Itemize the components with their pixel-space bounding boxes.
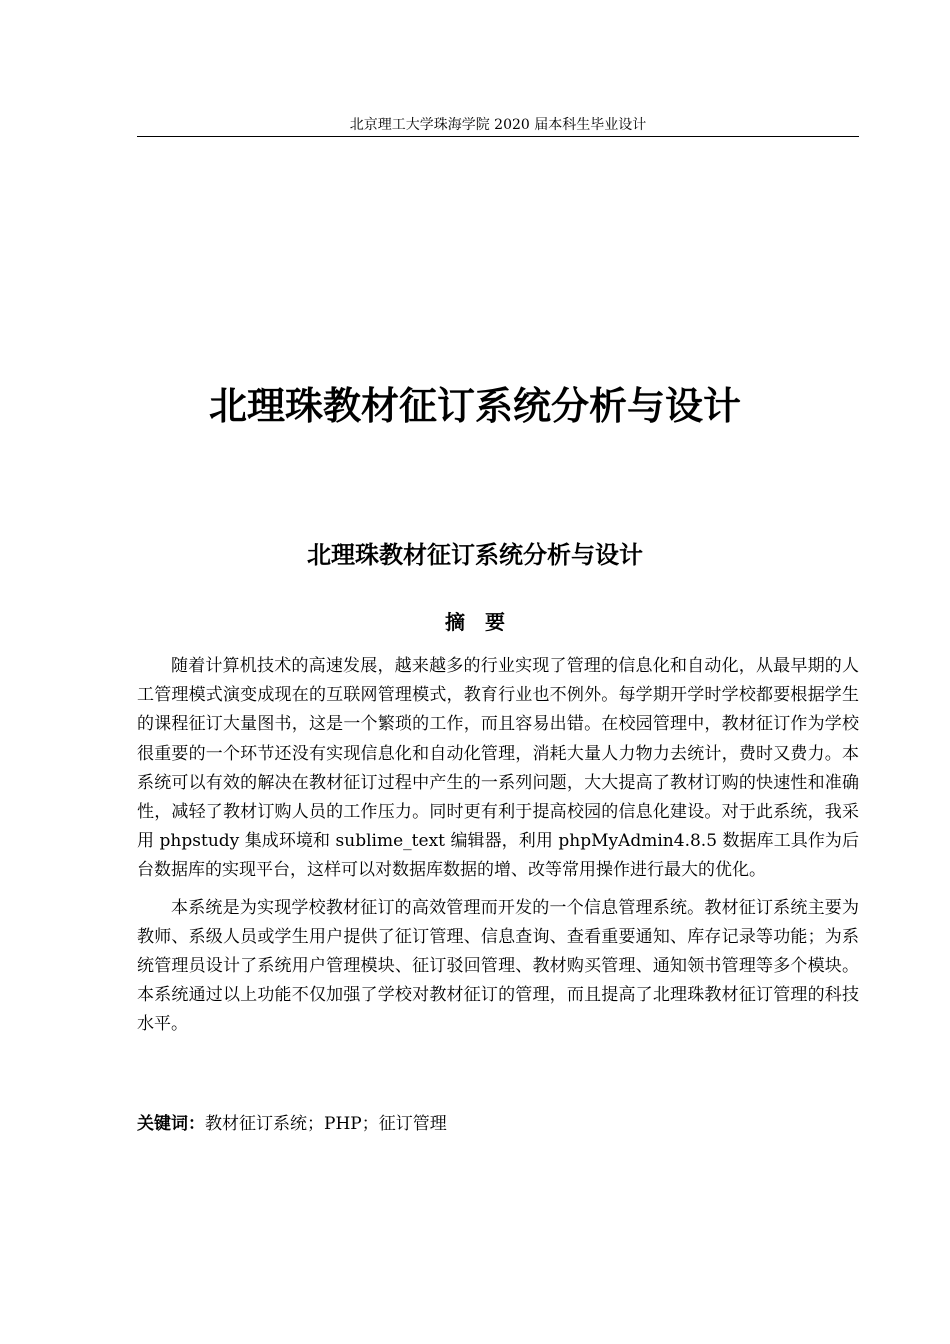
keywords-label: 关键词： bbox=[137, 1114, 205, 1134]
running-header bbox=[137, 114, 859, 137]
keywords-line bbox=[137, 1109, 859, 1139]
document-title: 北理珠教材征订系统分析与设计 bbox=[208, 384, 741, 428]
keywords-value: 教材征订系统；PHP；征订管理 bbox=[205, 1114, 447, 1134]
abstract-paragraph-1: 随着计算机技术的高速发展，越来越多的行业实现了管理的信息化和自动化，从最早期的人工管理模式演变成现在的互联网管理模式，教育行业也不例外。每学期开学时学校都要根据学生的课程征订大量图书，这是一个繁琐的工作，而且容易出错。在校园管理中，教材征订作为学校很重要的一个环节还没有实现信息化和自动化管理，消耗大量人力物力去统计，费时又费力。本系统可以有效的解决在教材征订过程中产生的一系列问题，大大提高了教材订购的快速性和准确性，减轻了教材订购人员的工作压力。同时更有利于提高校园的信息化建设。对于此系统，我采用 phpstudy 集成环境和 sublime_text 编辑器，利用 phpMyAdmin4.8.5 数据库工具作为后台数据库的实现平台，这样可以对数据库数据的增、改等常用操作进行最大的优化。 bbox=[137, 656, 859, 881]
abstract-paragraph-2: 本系统是为实现学校教材征订的高效管理而开发的一个信息管理系统。教材征订系统主要为教师、系级人员或学生用户提供了征订管理、信息查询、查看重要通知、库存记录等功能；为系统管理员设计了系统用户管理模块、征订驳回管理、教材购买管理、通知领书管理等多个模块。本系统通过以上功能不仅加强了学校对教材征订的管理，而且提高了北理珠教材征订管理的科技水平。 bbox=[137, 897, 859, 1035]
abstract-title: 北理珠教材征订系统分析与设计 bbox=[307, 541, 643, 569]
abstract-body bbox=[137, 652, 859, 1048]
abstract-heading: 摘 要 bbox=[445, 610, 505, 634]
running-header-text: 北京理工大学珠海学院 2020 届本科生毕业设计 bbox=[349, 117, 647, 133]
